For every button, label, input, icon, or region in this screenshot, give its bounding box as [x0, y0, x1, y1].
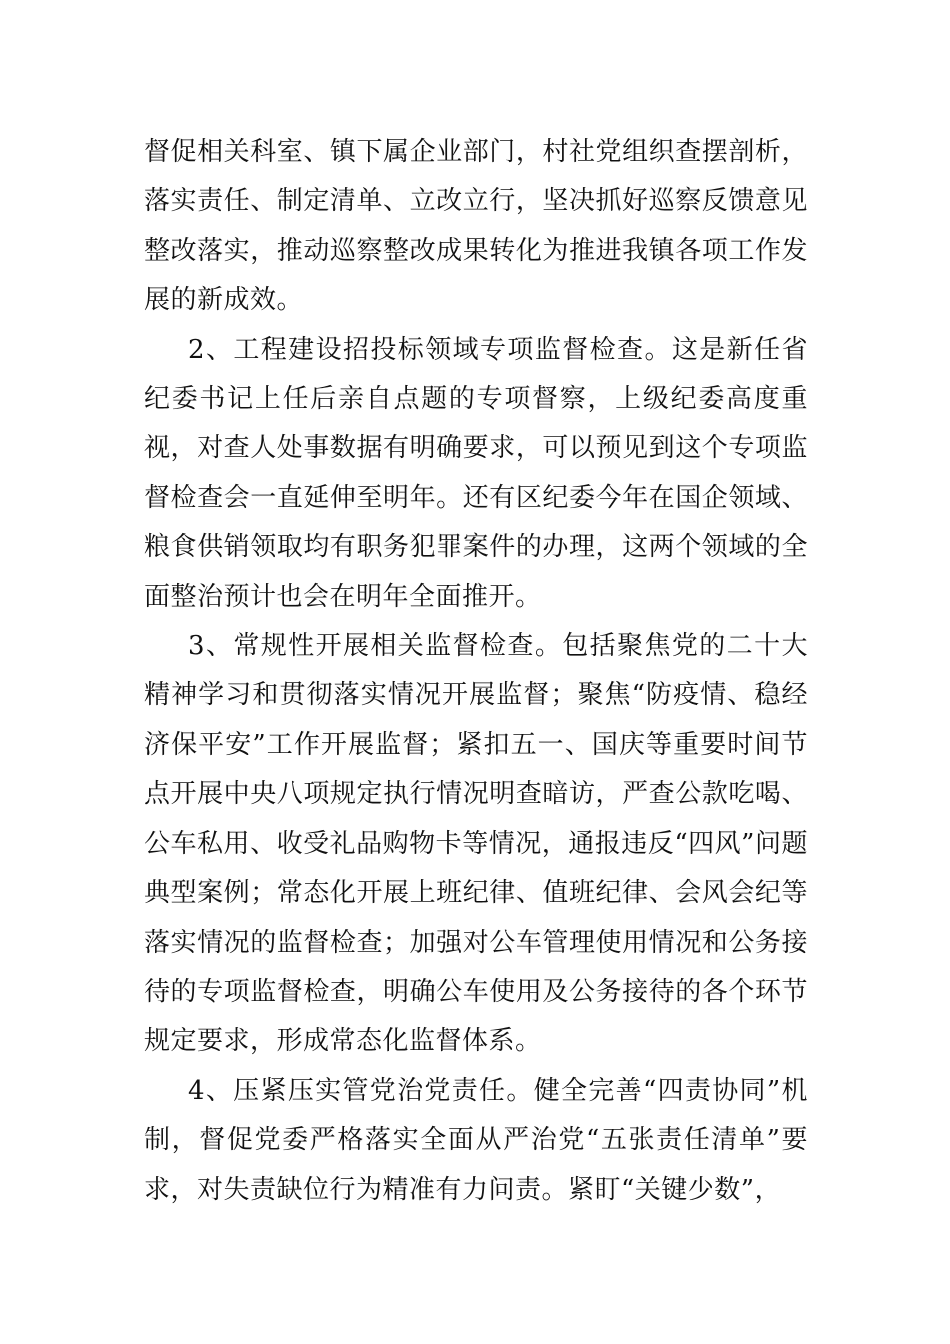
document-body: [144, 128, 808, 1215]
paragraph-1: 督促相关科室、镇下属企业部门，村社党组织查摆剖析，落实责任、制定清单、立改立行，坚决抓好巡察反馈意见整改落实，推动巡察整改成果转化为推进我镇各项工作发展的新成效。: [144, 137, 808, 316]
paragraph-2: 2、工程建设招投标领域专项监督检查。这是新任省纪委书记上任后亲自点题的专项督察，上级纪委高度重视，对查人处事数据有明确要求，可以预见到这个专项监督检查会一直延伸至明年。还有区纪委今年在国企领域、粮食供销领取均有职务犯罪案件的办理，这两个领域的全面整治预计也会在明年全面推开。: [144, 334, 808, 612]
paragraph-4: 4、压紧压实管党治党责任。健全完善“四责协同”机制，督促党委严格落实全面从严治党“五张责任清单”要求，对失责缺位行为精准有力问责。紧盯“关键少数”，: [144, 1075, 808, 1205]
paragraph-3: 3、常规性开展相关监督检查。包括聚焦党的二十大精神学习和贯彻落实情况开展监督；聚焦“防疫情、稳经济保平安”工作开展监督；紧扣五一、国庆等重要时间节点开展中央八项规定执行情况明查暗访，严查公款吃喝、公车私用、收受礼品购物卡等情况，通报违反“四风”问题典型案例；常态化开展上班纪律、值班纪律、会风会纪等落实情况的监督检查；加强对公车管理使用情况和公务接待的专项监督检查，明确公车使用及公务接待的各个环节规定要求，形成常态化监督体系。: [144, 631, 808, 1057]
